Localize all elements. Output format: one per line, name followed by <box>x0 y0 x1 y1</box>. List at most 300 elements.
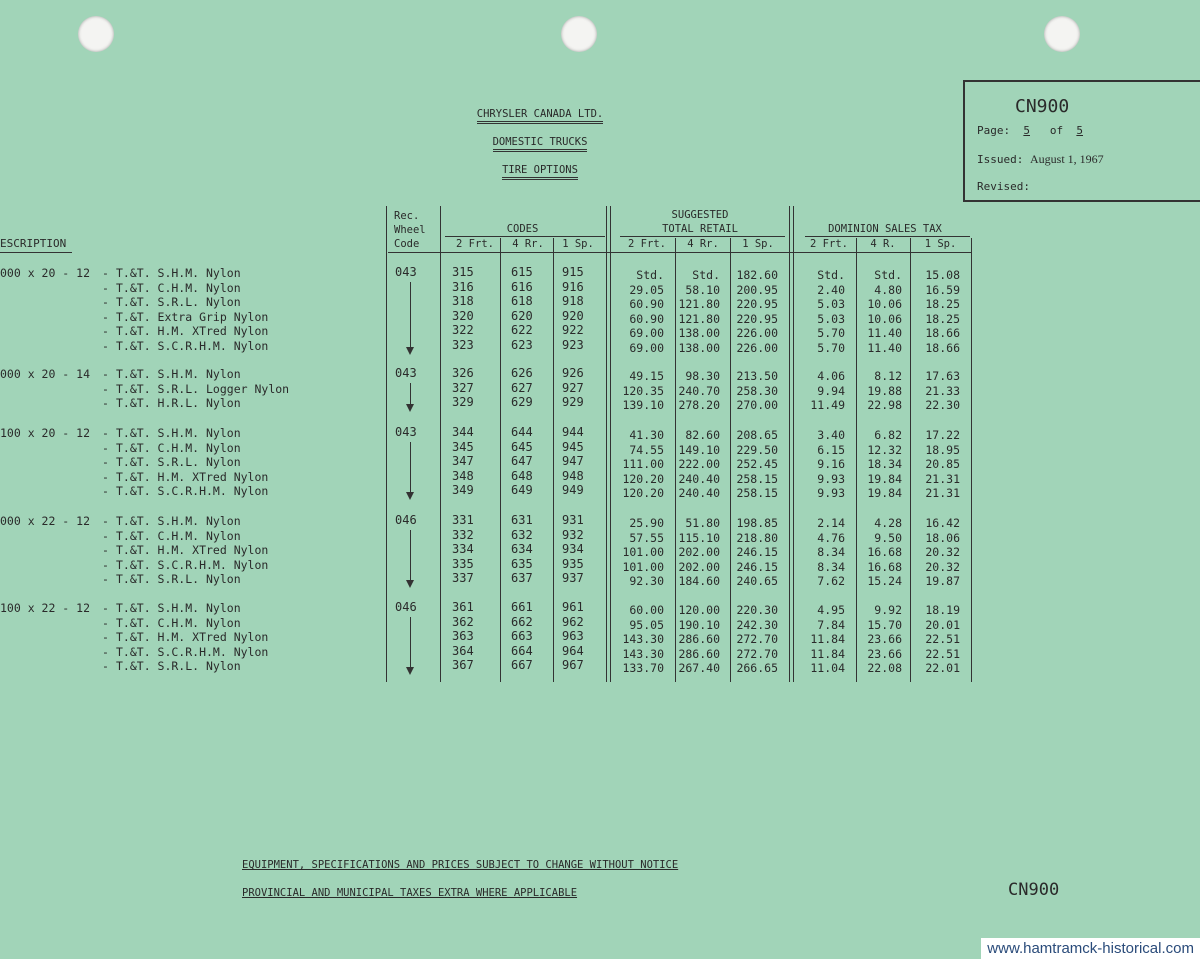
cell-t1: 18.66 <box>925 326 960 341</box>
cell-t4: 19.84 <box>867 486 902 501</box>
cell-r4: 278.20 <box>678 398 720 413</box>
cell-r2: 69.00 <box>629 341 664 355</box>
row-description: T.&T. H.M. XTred Nylon <box>116 469 269 484</box>
cell-r4: 286.60 <box>678 632 720 647</box>
row-description: T.&T. S.R.L. Nylon <box>116 295 241 310</box>
cell-t4: 9.50 <box>874 530 902 545</box>
cell-c4: 634 <box>511 542 533 557</box>
header-underline <box>388 252 972 253</box>
cell-t2: 9.16 <box>817 457 845 472</box>
cell-t1: 22.51 <box>925 632 960 647</box>
total-retail-header: TOTAL RETAIL <box>662 223 738 235</box>
cell-r1: 226.00 <box>736 326 778 341</box>
cell-t2: 9.93 <box>817 471 845 486</box>
cell-c1: 916 <box>562 279 584 294</box>
wheel-arrow-head <box>406 404 414 412</box>
page-info: Page: 5 of 5 <box>977 124 1083 137</box>
cell-c1: 922 <box>562 323 584 338</box>
cell-t2: 4.95 <box>817 603 845 617</box>
cell-r1: 252.45 <box>736 457 778 472</box>
cell-t2: 11.04 <box>810 661 845 676</box>
cell-r2: 60.90 <box>629 297 664 312</box>
row-dash: - <box>102 381 109 396</box>
punch-hole-middle <box>561 16 597 52</box>
dst-header: DOMINION SALES TAX <box>828 223 942 235</box>
cell-r4: 115.10 <box>678 530 720 545</box>
dst-rule <box>805 236 970 237</box>
wheel-header: Wheel <box>394 224 426 236</box>
rule-v7 <box>730 238 731 682</box>
row-description: T.&T. S.H.M. Nylon <box>116 426 241 440</box>
footer-taxes: PROVINCIAL AND MUNICIPAL TAXES EXTRA WHERE APPLICABLE <box>242 887 578 899</box>
cell-c1: 949 <box>562 483 584 498</box>
cell-c4: 644 <box>511 425 533 439</box>
issued-info: Issued: August 1, 1967 <box>977 152 1104 166</box>
cell-t1: 17.63 <box>925 369 960 383</box>
cell-c2: 362 <box>452 614 474 629</box>
cell-c1: 964 <box>562 643 584 658</box>
cell-t1: 19.87 <box>925 574 960 589</box>
cell-c1: 935 <box>562 556 584 571</box>
cell-c1: 932 <box>562 527 584 542</box>
cell-c4: 663 <box>511 629 533 644</box>
row-dash: - <box>102 309 109 324</box>
cell-t4: 10.06 <box>867 311 902 326</box>
row-description: T.&T. S.R.L. Nylon <box>116 572 241 587</box>
cell-c2: 335 <box>452 556 474 571</box>
cell-r2: 120.35 <box>622 383 664 398</box>
wheel-code: 043 <box>395 366 417 380</box>
cell-c4: 629 <box>511 395 533 410</box>
cell-c2: 332 <box>452 527 474 542</box>
cell-c2: 349 <box>452 483 474 498</box>
cell-t1: 21.33 <box>925 383 960 398</box>
cell-c2: 348 <box>452 468 474 483</box>
cell-r1: 220.95 <box>736 297 778 312</box>
cell-t2: 9.93 <box>817 486 845 501</box>
cell-c1: 934 <box>562 542 584 557</box>
punch-hole-right <box>1044 16 1080 52</box>
cell-r1: 218.80 <box>736 530 778 545</box>
cell-t4: 22.98 <box>867 398 902 413</box>
cell-t1: 21.31 <box>925 486 960 501</box>
cell-c1: 915 <box>562 265 584 279</box>
cell-t2: 4.76 <box>817 530 845 545</box>
watermark: www.hamtramck-historical.com <box>981 938 1200 959</box>
row-description: T.&T. H.M. XTred Nylon <box>116 324 269 339</box>
row-size: 000 x 22 - 12 <box>0 514 91 528</box>
cell-c4: 648 <box>511 468 533 483</box>
cell-t2: 7.62 <box>817 574 845 589</box>
cell-r1: 182.60 <box>736 268 778 282</box>
cell-c4: 623 <box>511 338 533 352</box>
wheel-arrow-head <box>406 667 414 675</box>
cell-c2: 323 <box>452 338 474 352</box>
cell-t4: 23.66 <box>867 646 902 661</box>
cell-r1: 242.30 <box>736 617 778 632</box>
cell-c2: 322 <box>452 323 474 338</box>
cell-r2: 101.00 <box>622 545 664 560</box>
cell-c1: 918 <box>562 294 584 309</box>
cell-c4: 615 <box>511 265 533 279</box>
revised-label: Revised: <box>977 180 1030 193</box>
code-header: Code <box>394 238 420 250</box>
cell-r1: 213.50 <box>736 369 778 383</box>
cell-r2: 25.90 <box>629 516 664 530</box>
cell-c1: 947 <box>562 454 584 469</box>
dst-frt-header: 2 Frt. <box>810 238 848 250</box>
description-underline <box>0 252 72 253</box>
punch-hole-left <box>78 16 114 52</box>
rule-v3 <box>500 238 501 682</box>
cell-c4: 618 <box>511 294 533 309</box>
cell-c2: 344 <box>452 425 474 439</box>
codes-sp-header: 1 Sp. <box>562 238 594 250</box>
cell-c1: 926 <box>562 366 584 380</box>
cell-t1: 18.25 <box>925 311 960 326</box>
cell-r4: 138.00 <box>678 341 720 355</box>
wheel-code: 043 <box>395 265 417 279</box>
cell-t2: 2.40 <box>817 282 845 297</box>
row-description: T.&T. S.R.L. Logger Nylon <box>116 381 290 396</box>
cell-r4: 149.10 <box>678 442 720 457</box>
cell-t2: 8.34 <box>817 559 845 574</box>
cell-t1: 20.01 <box>925 617 960 632</box>
cell-r2: 60.90 <box>629 311 664 326</box>
cell-t4: 19.88 <box>867 383 902 398</box>
cell-t4: 10.06 <box>867 297 902 312</box>
cell-r4: 121.80 <box>678 311 720 326</box>
cell-r1: 258.15 <box>736 486 778 501</box>
cell-c1: 929 <box>562 395 584 410</box>
wheel-arrow-head <box>406 580 414 588</box>
cell-c4: 616 <box>511 279 533 294</box>
row-dash: - <box>102 659 109 674</box>
retail-rr-header: 4 Rr. <box>687 238 719 250</box>
row-description: T.&T. S.H.M. Nylon <box>116 514 241 528</box>
row-dash: - <box>102 528 109 543</box>
rec-header: Rec. <box>394 210 420 222</box>
cell-r4: 98.30 <box>685 369 720 383</box>
cell-r4: 240.40 <box>678 471 720 486</box>
suggested-header: SUGGESTED <box>671 209 729 221</box>
row-dash: - <box>102 455 109 470</box>
cell-t4: 4.28 <box>874 516 902 530</box>
row-dash: - <box>102 396 109 411</box>
cell-t4: 9.92 <box>874 603 902 617</box>
row-description: T.&T. S.C.R.H.M. Nylon <box>116 644 269 659</box>
row-dash: - <box>102 644 109 659</box>
cell-r2: 69.00 <box>629 326 664 341</box>
cell-t2: 5.03 <box>817 297 845 312</box>
row-dash: - <box>102 266 109 280</box>
cell-c4: 667 <box>511 658 533 673</box>
cell-c2: 334 <box>452 542 474 557</box>
cell-r2: 143.30 <box>622 632 664 647</box>
cell-c4: 649 <box>511 483 533 498</box>
cell-c2: 367 <box>452 658 474 673</box>
wheel-code: 043 <box>395 425 417 439</box>
row-dash: - <box>102 514 109 528</box>
rule-v9 <box>856 238 857 682</box>
cell-c4: 637 <box>511 571 533 586</box>
cell-r4: 51.80 <box>685 516 720 530</box>
cell-t2: 5.70 <box>817 326 845 341</box>
cell-t4: 22.08 <box>867 661 902 676</box>
cell-r4: 184.60 <box>678 574 720 589</box>
codes-rr-header: 4 Rr. <box>512 238 544 250</box>
cell-t1: 18.25 <box>925 297 960 312</box>
cell-c2: 363 <box>452 629 474 644</box>
cell-t1: 22.51 <box>925 646 960 661</box>
cell-c4: 661 <box>511 600 533 614</box>
cell-c1: 948 <box>562 468 584 483</box>
row-size: 000 x 20 - 12 <box>0 266 91 280</box>
cell-t4: 16.68 <box>867 545 902 560</box>
cell-r1: 220.95 <box>736 311 778 326</box>
cell-c4: 632 <box>511 527 533 542</box>
cell-r4: 240.40 <box>678 486 720 501</box>
cell-t1: 21.31 <box>925 471 960 486</box>
cell-c2: 315 <box>452 265 474 279</box>
rule-v4 <box>553 238 554 682</box>
cell-c2: 320 <box>452 308 474 323</box>
cell-r2: 41.30 <box>629 428 664 442</box>
rule-v5b <box>610 206 611 682</box>
cell-r2: 120.20 <box>622 471 664 486</box>
cell-t2: 5.03 <box>817 311 845 326</box>
cell-c2: 331 <box>452 513 474 527</box>
cell-r1: 246.15 <box>736 559 778 574</box>
cell-r4: 222.00 <box>678 457 720 472</box>
wheel-arrow-line <box>410 530 411 580</box>
division-title: DOMESTIC TRUCKS <box>440 136 640 148</box>
cell-t2: 2.14 <box>817 516 845 530</box>
cell-c2: 318 <box>452 294 474 309</box>
cell-c1: 920 <box>562 308 584 323</box>
cell-r1: 200.95 <box>736 282 778 297</box>
cell-r2: 111.00 <box>622 457 664 472</box>
cell-r1: 258.30 <box>736 383 778 398</box>
row-dash: - <box>102 280 109 295</box>
retail-sp-header: 1 Sp. <box>742 238 774 250</box>
row-dash: - <box>102 440 109 455</box>
cell-r1: 270.00 <box>736 398 778 413</box>
wheel-arrow-head <box>406 347 414 355</box>
cell-r2: 29.05 <box>629 282 664 297</box>
cell-r4: 120.00 <box>678 603 720 617</box>
cell-t1: 22.01 <box>925 661 960 676</box>
cell-c2: 326 <box>452 366 474 380</box>
row-dash: - <box>102 572 109 587</box>
cell-r2: 101.00 <box>622 559 664 574</box>
dst-sp-header: 1 Sp. <box>924 238 957 250</box>
cell-r4: Std. <box>692 268 720 282</box>
cell-r2: 133.70 <box>622 661 664 676</box>
cell-r1: 198.85 <box>736 516 778 530</box>
row-description: T.&T. S.R.L. Nylon <box>116 455 241 470</box>
row-description: T.&T. H.M. XTred Nylon <box>116 630 269 645</box>
cell-c1: 967 <box>562 658 584 673</box>
cell-r1: 266.65 <box>736 661 778 676</box>
cell-t4: 4.80 <box>874 282 902 297</box>
rule-v8a <box>789 206 790 682</box>
cell-t4: 12.32 <box>867 442 902 457</box>
cell-t1: 18.19 <box>925 603 960 617</box>
row-description: T.&T. C.H.M. Nylon <box>116 440 241 455</box>
row-dash: - <box>102 295 109 310</box>
cell-t2: 6.15 <box>817 442 845 457</box>
row-dash: - <box>102 543 109 558</box>
cell-r1: 258.15 <box>736 471 778 486</box>
cell-r2: 139.10 <box>622 398 664 413</box>
row-description: T.&T. H.R.L. Nylon <box>116 396 241 411</box>
rule-v11 <box>971 238 972 682</box>
cell-r4: 138.00 <box>678 326 720 341</box>
row-dash: - <box>102 426 109 440</box>
cell-r4: 286.60 <box>678 646 720 661</box>
cell-t4: 16.68 <box>867 559 902 574</box>
codes-rule <box>445 236 605 237</box>
section-title: TIRE OPTIONS <box>440 164 640 176</box>
retail-rule <box>620 236 785 237</box>
row-description: T.&T. C.H.M. Nylon <box>116 280 241 295</box>
row-size: 100 x 22 - 12 <box>0 601 91 615</box>
cell-r4: 267.40 <box>678 661 720 676</box>
cell-r4: 58.10 <box>685 282 720 297</box>
cell-t4: 11.40 <box>867 326 902 341</box>
cell-r2: 92.30 <box>629 574 664 589</box>
row-description: T.&T. S.C.R.H.M. Nylon <box>116 339 269 353</box>
cell-t2: 11.84 <box>810 646 845 661</box>
footer-notice: EQUIPMENT, SPECIFICATIONS AND PRICES SUBJECT TO CHANGE WITHOUT NOTICE <box>242 859 679 871</box>
cell-c4: 622 <box>511 323 533 338</box>
rule-v6 <box>675 238 676 682</box>
row-dash: - <box>102 367 109 381</box>
cell-t1: 20.32 <box>925 559 960 574</box>
row-description: T.&T. S.H.M. Nylon <box>116 601 241 615</box>
cell-t1: 15.08 <box>925 268 960 282</box>
cell-c1: 927 <box>562 380 584 395</box>
cell-c2: 347 <box>452 454 474 469</box>
rule-v8b <box>793 206 794 682</box>
cell-t1: 18.06 <box>925 530 960 545</box>
cell-t2: 11.84 <box>810 632 845 647</box>
cell-r1: 240.65 <box>736 574 778 589</box>
cell-c4: 662 <box>511 614 533 629</box>
cell-t1: 20.85 <box>925 457 960 472</box>
cell-c2: 361 <box>452 600 474 614</box>
codes-header: CODES <box>506 223 539 235</box>
wheel-arrow-head <box>406 492 414 500</box>
cell-c2: 327 <box>452 380 474 395</box>
cell-t1: 17.22 <box>925 428 960 442</box>
row-description: T.&T. S.R.L. Nylon <box>116 659 241 674</box>
row-description: T.&T. C.H.M. Nylon <box>116 528 241 543</box>
cell-c4: 627 <box>511 380 533 395</box>
cell-t2: 5.70 <box>817 341 845 355</box>
row-dash: - <box>102 601 109 615</box>
cell-c4: 647 <box>511 454 533 469</box>
dst-rr-header: 4 R. <box>870 238 896 250</box>
row-description: T.&T. S.C.R.H.M. Nylon <box>116 557 269 572</box>
cell-t1: 16.42 <box>925 516 960 530</box>
row-description: T.&T. Extra Grip Nylon <box>116 309 269 324</box>
cell-r2: 143.30 <box>622 646 664 661</box>
rule-v5a <box>606 206 607 682</box>
row-description: T.&T. S.H.M. Nylon <box>116 266 241 280</box>
row-size: 100 x 20 - 12 <box>0 426 91 440</box>
cell-c2: 345 <box>452 439 474 454</box>
cell-t1: 16.59 <box>925 282 960 297</box>
cell-c1: 944 <box>562 425 584 439</box>
cell-r2: Std. <box>636 268 664 282</box>
cell-t4: 8.12 <box>874 369 902 383</box>
cell-c2: 329 <box>452 395 474 410</box>
wheel-arrow-line <box>410 617 411 667</box>
cell-r4: 202.00 <box>678 545 720 560</box>
cell-t2: 3.40 <box>817 428 845 442</box>
cell-t4: 18.34 <box>867 457 902 472</box>
cell-c2: 316 <box>452 279 474 294</box>
cell-r2: 49.15 <box>629 369 664 383</box>
cell-c4: 631 <box>511 513 533 527</box>
row-dash: - <box>102 484 109 499</box>
row-size: 000 x 20 - 14 <box>0 367 91 381</box>
cell-t2: Std. <box>817 268 845 282</box>
row-description: T.&T. H.M. XTred Nylon <box>116 543 269 558</box>
cell-r4: 240.70 <box>678 383 720 398</box>
cell-t2: 11.49 <box>810 398 845 413</box>
cell-t4: 11.40 <box>867 341 902 355</box>
row-dash: - <box>102 557 109 572</box>
cell-c1: 961 <box>562 600 584 614</box>
cell-c4: 645 <box>511 439 533 454</box>
rule-v1 <box>386 206 387 682</box>
cell-t1: 22.30 <box>925 398 960 413</box>
cell-t4: 15.70 <box>867 617 902 632</box>
doc-code: CN900 <box>1015 96 1070 117</box>
company-title: CHRYSLER CANADA LTD. <box>440 108 640 120</box>
row-description: T.&T. S.C.R.H.M. Nylon <box>116 484 269 499</box>
cell-t1: 18.66 <box>925 341 960 355</box>
cell-r1: 229.50 <box>736 442 778 457</box>
cell-t1: 20.32 <box>925 545 960 560</box>
cell-r1: 272.70 <box>736 646 778 661</box>
cell-c4: 620 <box>511 308 533 323</box>
cell-c1: 937 <box>562 571 584 586</box>
cell-r4: 202.00 <box>678 559 720 574</box>
cell-r1: 208.65 <box>736 428 778 442</box>
cell-r1: 246.15 <box>736 545 778 560</box>
footer-code: CN900 <box>1008 880 1060 900</box>
cell-t4: Std. <box>874 268 902 282</box>
cell-c2: 364 <box>452 643 474 658</box>
cell-r2: 95.05 <box>629 617 664 632</box>
cell-c1: 963 <box>562 629 584 644</box>
cell-c4: 626 <box>511 366 533 380</box>
description-header: ESCRIPTION <box>0 237 67 250</box>
cell-t4: 15.24 <box>867 574 902 589</box>
rule-v10 <box>910 238 911 682</box>
cell-r4: 82.60 <box>685 428 720 442</box>
cell-r2: 120.20 <box>622 486 664 501</box>
wheel-arrow-line <box>410 442 411 492</box>
cell-t2: 9.94 <box>817 383 845 398</box>
wheel-code: 046 <box>395 513 417 527</box>
cell-t2: 7.84 <box>817 617 845 632</box>
cell-r1: 272.70 <box>736 632 778 647</box>
